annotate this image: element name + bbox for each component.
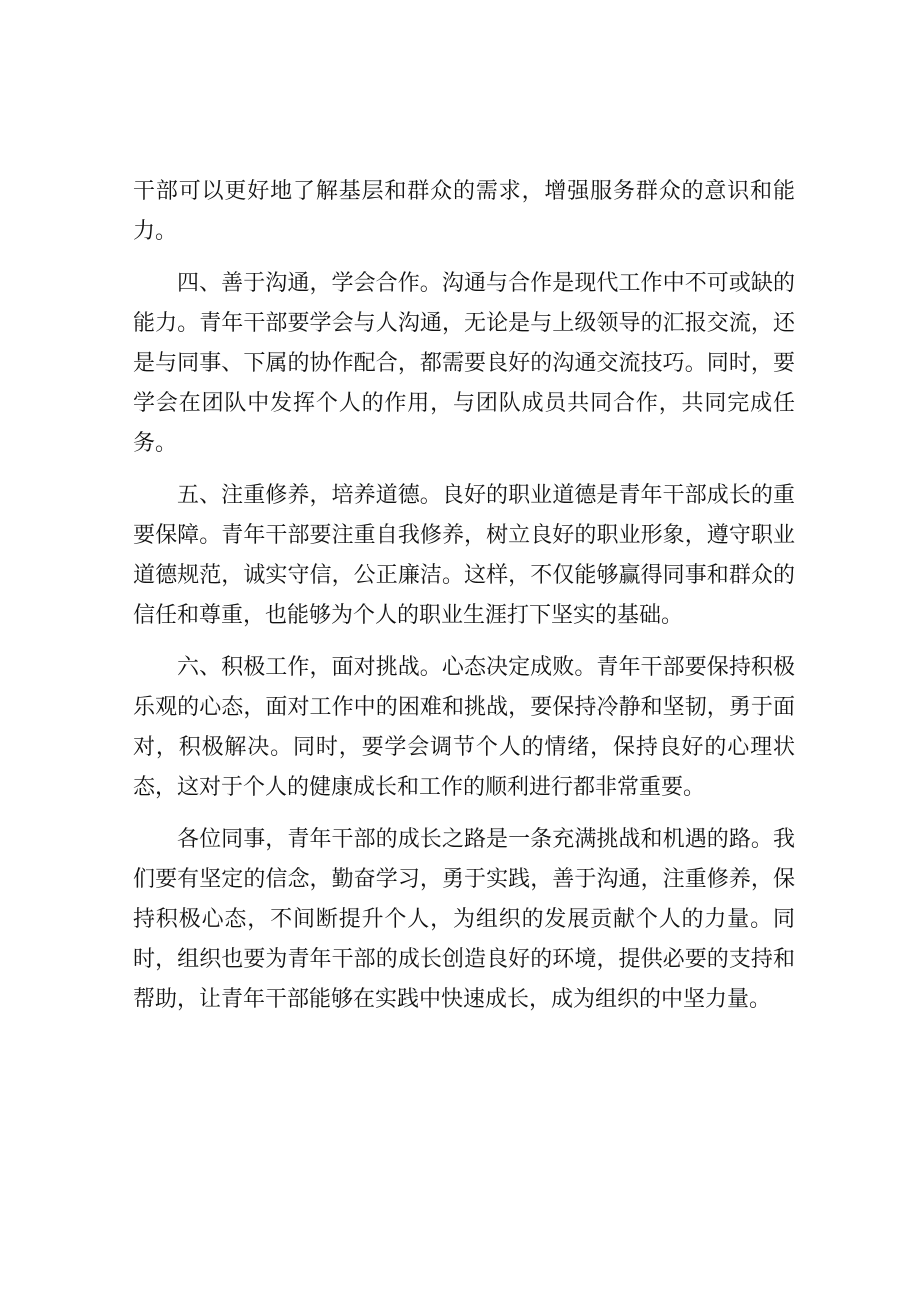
paragraph-ethics: 五、注重修养，培养道德。良好的职业道德是青年干部成长的重要保障。青年干部要注重自我修养，树立良好的职业形象，遵守职业道德规范，诚实守信，公正廉洁。这样，不仅能够赢得同事和群众的信任和尊重，也能够为个人的职业生涯打下坚实的基础。: [133, 483, 795, 628]
paragraph-communication: 四、善于沟通，学会合作。沟通与合作是现代工作中不可或缺的能力。青年干部要学会与人沟通，无论是与上级领导的汇报交流，还是与同事、下属的协作配合，都需要良好的沟通交流技巧。同时，要学会在团队中发挥个人的作用，与团队成员共同合作，共同完成任务。: [133, 271, 795, 456]
paragraph-continuation: 干部可以更好地了解基层和群众的需求，增强服务群众的意识和能力。: [133, 179, 795, 244]
paragraph-challenges: 六、积极工作，面对挑战。心态决定成败。青年干部要保持积极乐观的心态，面对工作中的困难和挑战，要保持冷静和坚韧，勇于面对，积极解决。同时，要学会调节个人的情绪，保持良好的心理状态，这对于个人的健康成长和工作的顺利进行都非常重要。: [133, 655, 795, 800]
document-body: [133, 172, 795, 1032]
paragraph-conclusion: 各位同事，青年干部的成长之路是一条充满挑战和机遇的路。我们要有坚定的信念，勤奋学习，勇于实践，善于沟通，注重修养，保持积极心态，不间断提升个人，为组织的发展贡献个人的力量。同时，组织也要为青年干部的成长创造良好的环境，提供必要的支持和帮助，让青年干部能够在实践中快速成长，成为组织的中坚力量。: [133, 827, 795, 1012]
